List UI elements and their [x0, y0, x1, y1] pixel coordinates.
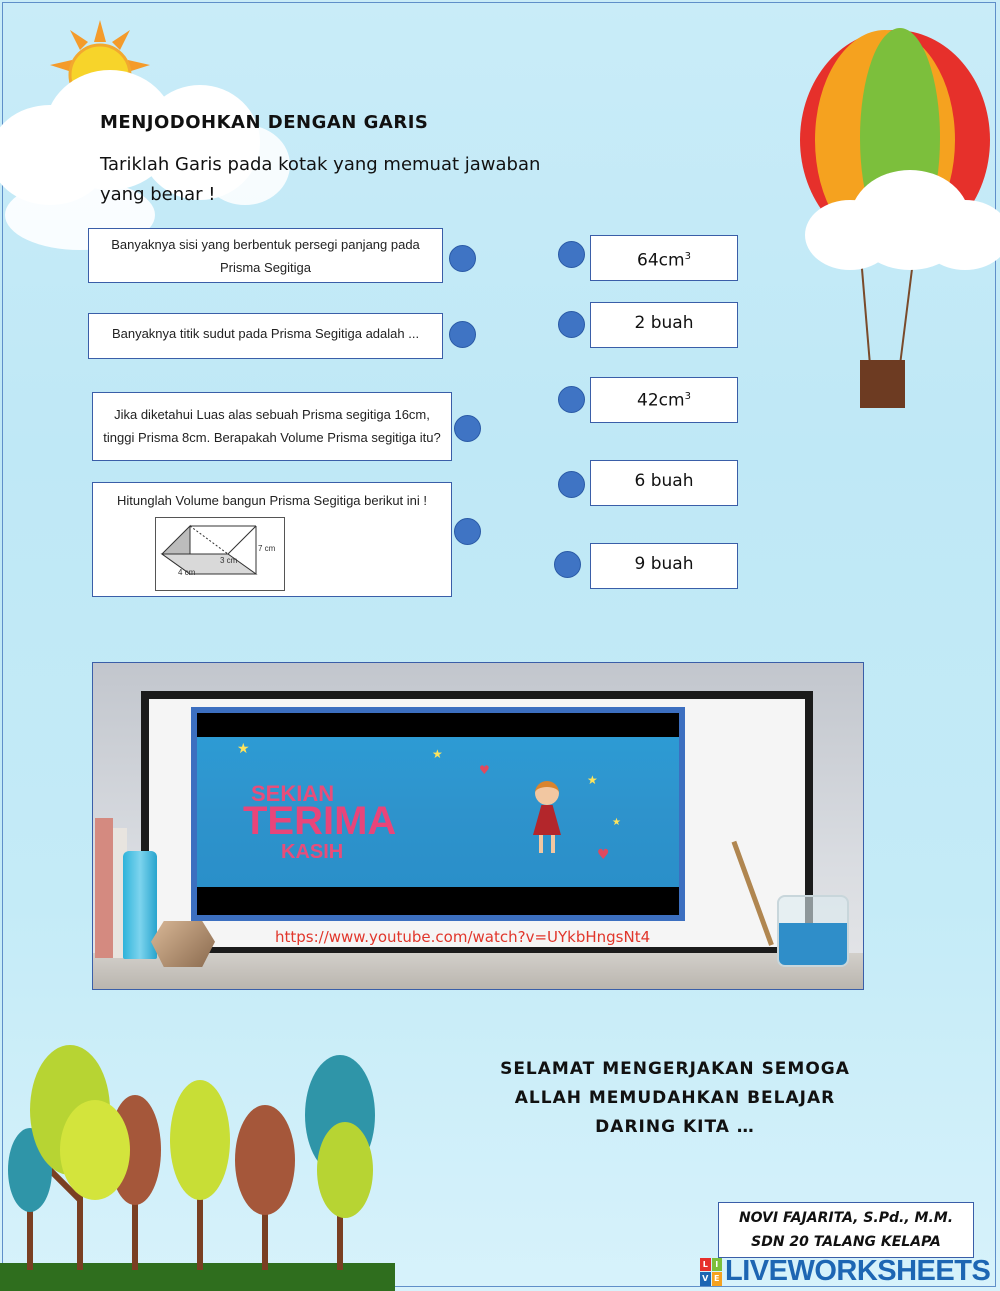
question-text: Hitunglah Volume bangun Prisma Segitiga berikut ini !	[116, 493, 427, 508]
thumbnail-text-terima: TERIMA	[243, 799, 397, 843]
prism-side-label: 3 cm	[220, 556, 238, 565]
prism-figure	[155, 517, 285, 591]
answer-dot-2[interactable]	[558, 311, 585, 338]
star-icon: ★	[432, 747, 443, 761]
author-box	[718, 1202, 974, 1258]
answer-dot-4[interactable]	[558, 471, 585, 498]
question-box-3	[92, 392, 452, 461]
logo-letter: I	[712, 1258, 723, 1272]
thumbnail-text-kasih: KASIH	[281, 841, 344, 863]
books-decoration	[95, 818, 113, 958]
answer-value: 9 buah	[634, 554, 694, 574]
answer-exponent: 3	[684, 251, 691, 262]
logo-letter: L	[700, 1258, 711, 1272]
answer-dot-3[interactable]	[558, 386, 585, 413]
star-icon: ★	[587, 773, 598, 787]
answer-value: 64cm	[637, 250, 685, 271]
closing-line-3: DARING KITA …	[595, 1117, 755, 1137]
video-thumbnail	[197, 737, 679, 887]
answer-value: 42cm	[637, 390, 685, 411]
answer-value: 2 buah	[634, 313, 694, 333]
author-name: NOVI FAJARITA, S.Pd., M.M.	[738, 1210, 954, 1226]
trees-illustration	[0, 1030, 400, 1291]
paint-jar-decoration	[777, 895, 849, 967]
prism-height-label: 7 cm	[258, 544, 276, 553]
question-text: Banyaknya titik sudut pada Prisma Segitiga adalah ...	[111, 326, 420, 341]
star-icon: ★	[612, 817, 621, 828]
girl-cartoon-illustration	[527, 781, 567, 861]
logo-letter: E	[712, 1272, 723, 1286]
prism-base-label: 4 cm	[178, 568, 196, 577]
question-dot-1[interactable]	[449, 245, 476, 272]
answer-box-3	[590, 377, 738, 423]
answer-exponent: 3	[684, 391, 691, 402]
question-dot-2[interactable]	[449, 321, 476, 348]
author-school: SDN 20 TALANG KELAPA	[751, 1234, 941, 1250]
heart-icon: ♥	[479, 763, 490, 777]
triangular-prism-diagram	[156, 518, 284, 590]
answer-box-2	[590, 302, 738, 348]
shelf	[93, 953, 864, 990]
closing-line-2: ALLAH MEMUDAHKAN BELAJAR	[514, 1088, 836, 1108]
instruction-text: Tariklah Garis pada kotak yang memuat jawaban yang benar !	[100, 154, 541, 205]
thumbnail-text-sekian: SEKIAN	[251, 781, 335, 806]
video-player[interactable]	[191, 707, 685, 921]
question-dot-3[interactable]	[454, 415, 481, 442]
answer-dot-5[interactable]	[554, 551, 581, 578]
answer-value: 6 buah	[634, 471, 694, 491]
closing-line-1: SELAMAT MENGERJAKAN SEMOGA	[500, 1059, 850, 1079]
question-box-4	[92, 482, 452, 597]
heart-icon: ♥	[597, 847, 610, 863]
question-box-1	[88, 228, 443, 283]
video-screen	[197, 713, 679, 915]
question-dot-4[interactable]	[454, 518, 481, 545]
hot-air-balloon-illustration	[790, 20, 1000, 420]
answer-box-5	[590, 543, 738, 589]
video-url-link[interactable]: https://www.youtube.com/watch?v=UYkbHngsNt4	[275, 928, 651, 946]
star-icon: ★	[237, 741, 250, 757]
wooden-gem-decoration	[151, 921, 215, 967]
question-box-2	[88, 313, 443, 359]
question-text: Jika diketahui Luas alas sebuah Prisma segitiga 16cm, tinggi Prisma 8cm. Berapakah Volume Prisma segitiga itu?	[103, 407, 441, 445]
answer-box-1	[590, 235, 738, 281]
worksheet-title: MENJODOHKAN DENGAN GARIS	[100, 112, 429, 133]
answer-box-4	[590, 460, 738, 506]
question-text: Banyaknya sisi yang berbentuk persegi panjang pada Prisma Segitiga	[111, 237, 420, 275]
closing-message	[480, 1055, 870, 1142]
logo-letter: V	[700, 1272, 711, 1286]
liveworksheets-wordmark: LIVEWORKSHEETS	[725, 1255, 991, 1287]
answer-dot-1[interactable]	[558, 241, 585, 268]
liveworksheets-logo-icon	[700, 1258, 722, 1286]
liveworksheets-brand	[700, 1255, 990, 1288]
